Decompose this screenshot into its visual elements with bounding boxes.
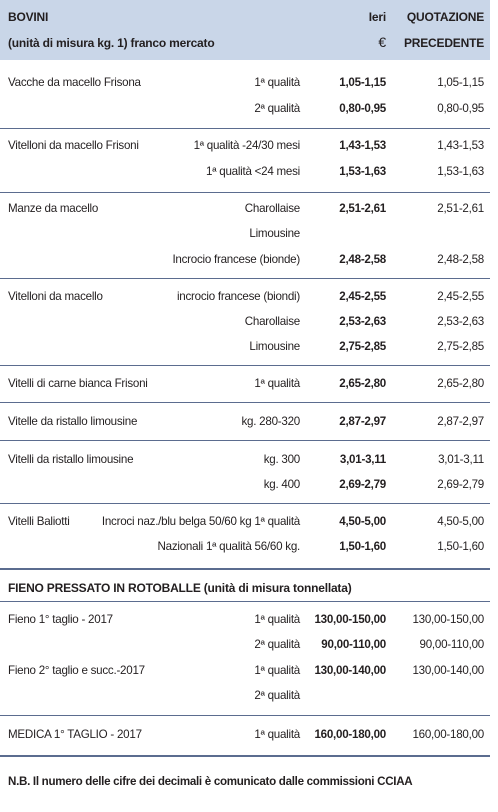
table-row (0, 73, 490, 93)
price-precedente: 2,65-2,80 (437, 377, 484, 390)
product-spec: 1ª qualità (254, 613, 300, 626)
product-spec: Limousine (249, 227, 300, 240)
table-row (0, 250, 490, 270)
product-spec: 1ª qualità (254, 76, 300, 89)
product-name: Fieno 2° taglio e succ.-2017 (8, 664, 145, 677)
price-precedente: 2,53-2,63 (437, 315, 484, 328)
price-ieri: 1,43-1,53 (339, 139, 386, 152)
product-spec: Nazionali 1ª qualità 56/60 kg. (157, 540, 300, 553)
row-divider (0, 278, 490, 279)
price-ieri: 2,65-2,80 (339, 377, 386, 390)
table-row (0, 374, 490, 394)
price-precedente: 0,80-0,95 (437, 102, 484, 115)
price-precedente: 1,05-1,15 (437, 76, 484, 89)
price-ieri: 2,69-2,79 (339, 478, 386, 491)
product-spec: 1ª qualità (254, 377, 300, 390)
table-row (0, 412, 490, 432)
product-spec: 1ª qualità -24/30 mesi (193, 139, 300, 152)
product-spec: 1ª qualità (254, 728, 300, 741)
price-precedente: 90,00-110,00 (419, 638, 484, 651)
table-header (0, 0, 490, 60)
product-spec: Incrocio francese (bionde) (172, 253, 300, 266)
price-precedente: 2,48-2,58 (437, 253, 484, 266)
price-precedente: 1,50-1,60 (437, 540, 484, 553)
product-spec: 1ª qualità (254, 664, 300, 677)
price-ieri: 2,48-2,58 (339, 253, 386, 266)
price-precedente: 2,75-2,85 (437, 340, 484, 353)
table-row (0, 136, 490, 156)
price-precedente: 1,53-1,63 (437, 165, 484, 178)
table-row (0, 224, 490, 244)
product-spec: kg. 400 (263, 478, 300, 491)
table-row (0, 512, 490, 532)
price-ieri: 130,00-150,00 (314, 613, 386, 626)
product-spec: incrocio francese (biondi) (176, 290, 300, 303)
price-precedente: 2,69-2,79 (437, 478, 484, 491)
price-precedente: 2,45-2,55 (437, 290, 484, 303)
row-divider (0, 503, 490, 504)
product-spec: 2ª qualità (254, 102, 300, 115)
price-ieri: 1,05-1,15 (339, 76, 386, 89)
price-ieri: 160,00-180,00 (314, 728, 386, 741)
price-precedente: 3,01-3,11 (438, 453, 484, 466)
table-row (0, 635, 490, 655)
product-spec: kg. 280-320 (241, 415, 300, 428)
row-divider (0, 402, 490, 403)
price-precedente: 1,43-1,53 (437, 139, 484, 152)
table-row (0, 725, 490, 745)
table-row (0, 312, 490, 332)
product-spec: Charollaise (244, 202, 300, 215)
product-spec: kg. 300 (263, 453, 300, 466)
product-spec: Limousine (249, 340, 300, 353)
price-precedente: 130,00-150,00 (412, 613, 484, 626)
product-spec: 2ª qualità (254, 689, 300, 702)
product-name: Fieno 1° taglio - 2017 (8, 613, 113, 626)
price-ieri: 2,51-2,61 (339, 202, 386, 215)
product-name: Vitelloni da macello (8, 290, 103, 303)
price-ieri: 1,53-1,63 (339, 165, 386, 178)
price-ieri: 1,50-1,60 (339, 540, 386, 553)
table-row (0, 450, 490, 470)
table-title: BOVINI (8, 10, 49, 24)
price-precedente: 4,50-5,00 (437, 515, 484, 528)
price-ieri: 130,00-140,00 (314, 664, 386, 677)
product-spec: 1ª qualità <24 mesi (206, 165, 300, 178)
row-divider (0, 601, 490, 602)
price-precedente: 2,87-2,97 (437, 415, 484, 428)
price-ieri: 2,45-2,55 (339, 290, 386, 303)
row-divider (0, 365, 490, 366)
price-ieri: 3,01-3,11 (339, 453, 386, 466)
product-name: MEDICA 1° TAGLIO - 2017 (8, 728, 142, 741)
table-row (0, 287, 490, 307)
column-header-precedente: PRECEDENTE (403, 36, 484, 50)
column-header-currency: € (378, 34, 386, 50)
product-name: Vitelli di carne bianca Frisoni (8, 377, 148, 390)
table-row (0, 162, 490, 182)
product-name: Vitelle da ristallo limousine (8, 415, 138, 428)
section-divider (0, 755, 490, 757)
column-header-quotazione: QUOTAZIONE (406, 10, 484, 24)
row-divider (0, 128, 490, 129)
table-row (0, 661, 490, 681)
price-ieri: 2,87-2,97 (339, 415, 386, 428)
product-spec: Charollaise (244, 315, 300, 328)
price-ieri: 4,50-5,00 (339, 515, 386, 528)
price-ieri: 0,80-0,95 (339, 102, 386, 115)
section-divider (0, 568, 490, 570)
product-name: Vitelloni da macello Frisoni (8, 139, 139, 152)
table-row (0, 537, 490, 557)
row-divider (0, 440, 490, 441)
footnote: N.B. Il numero delle cifre dei decimali è comunicato dalle commissioni CCIAA (8, 775, 413, 788)
price-ieri: 90,00-110,00 (321, 638, 386, 651)
product-name: Vacche da macello Frisona (8, 76, 141, 89)
price-precedente: 160,00-180,00 (412, 728, 484, 741)
product-spec: 2ª qualità (254, 638, 300, 651)
table-row (0, 99, 490, 119)
table-row (0, 199, 490, 219)
section-title-fieno: FIENO PRESSATO IN ROTOBALLE (unità di misura tonnellata) (8, 581, 352, 595)
column-header-ieri: Ieri (368, 10, 386, 24)
row-divider (0, 192, 490, 193)
table-subtitle: (unità di misura kg. 1) franco mercato (8, 36, 215, 50)
row-divider (0, 715, 490, 716)
price-precedente: 130,00-140,00 (412, 664, 484, 677)
price-ieri: 2,53-2,63 (339, 315, 386, 328)
table-row (0, 686, 490, 706)
product-spec: Incroci naz./blu belga 50/60 kg 1ª qualità (101, 515, 300, 528)
table-row (0, 337, 490, 357)
product-name: Vitelli da ristallo limousine (8, 453, 134, 466)
table-row (0, 610, 490, 630)
price-precedente: 2,51-2,61 (437, 202, 484, 215)
product-name: Vitelli Baliotti (8, 515, 70, 528)
price-ieri: 2,75-2,85 (339, 340, 386, 353)
table-row (0, 475, 490, 495)
product-name: Manze da macello (8, 202, 99, 215)
